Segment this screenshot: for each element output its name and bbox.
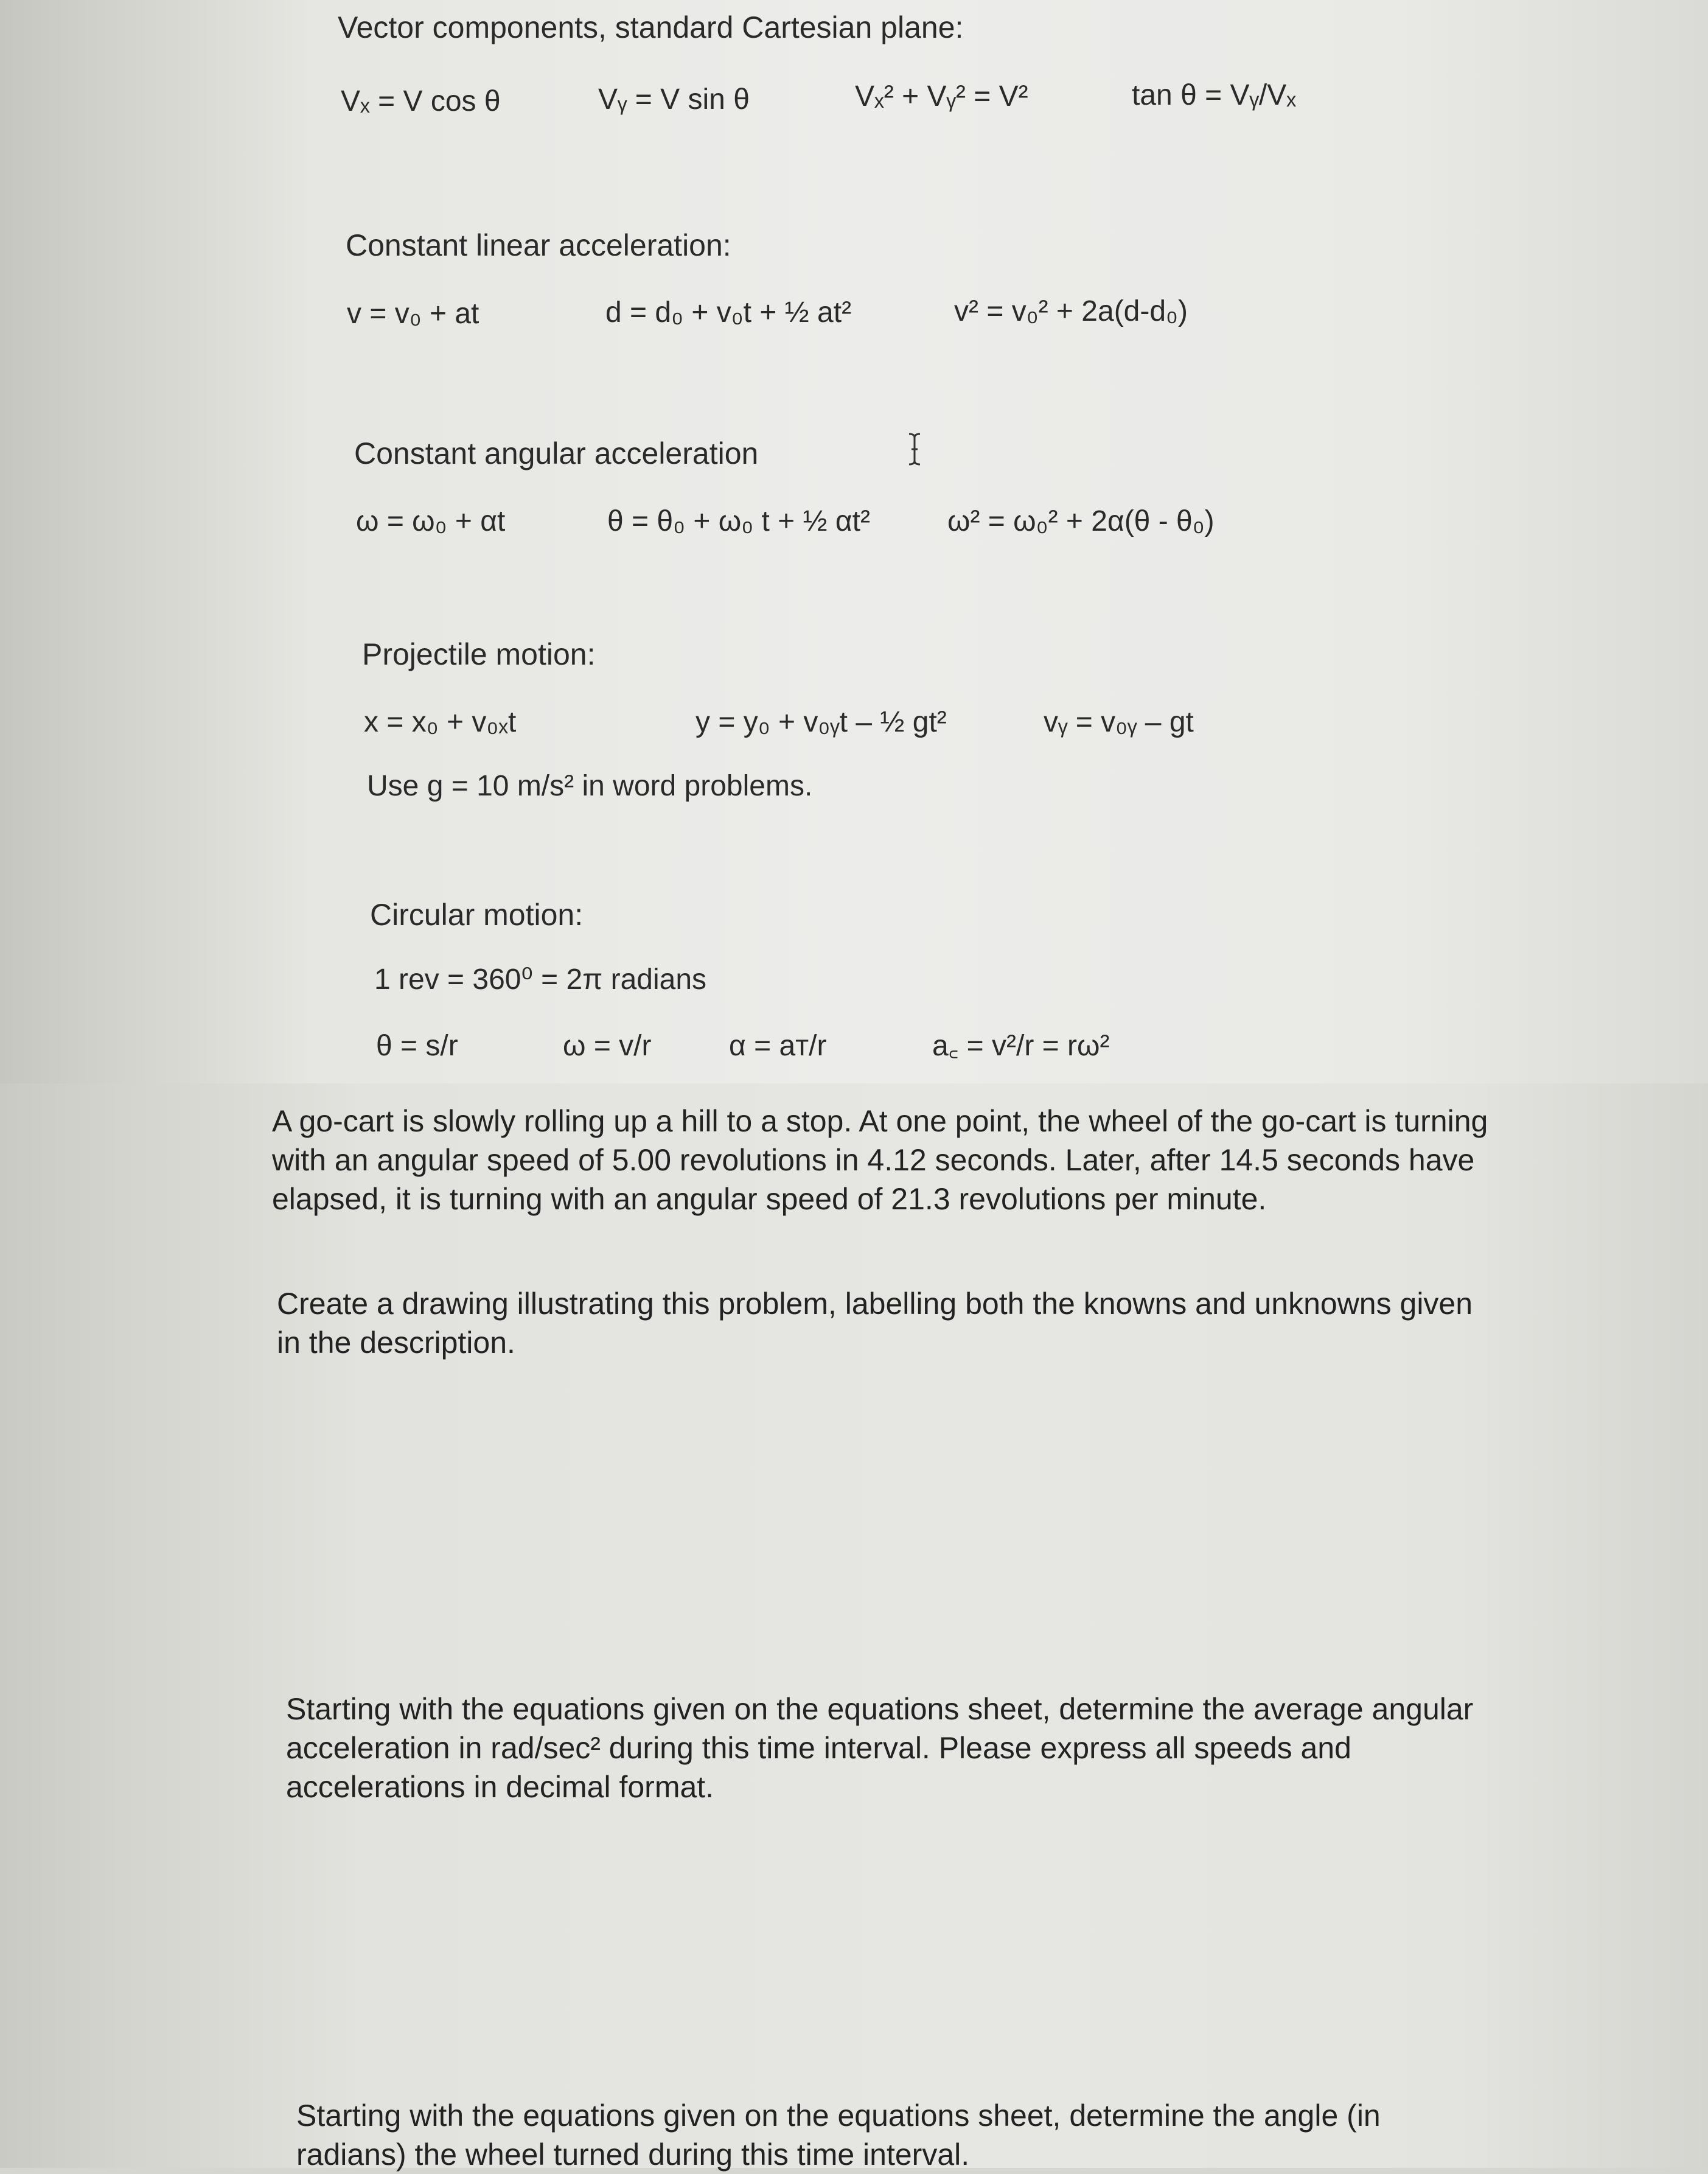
angular-section-title: Constant angular acceleration [354,436,759,470]
angular-eq-omega-squared: ω² = ω₀² + 2α(θ - θ₀) [947,505,1215,537]
linear-eq-velocity: v = v₀ + at [347,298,479,330]
vector-eq-vy: Vᵧ = V sin θ [598,83,750,116]
circular-eq-revolution: 1 rev = 360⁰ = 2π radians [374,963,707,996]
circular-eq-omega: ω = v/r [563,1030,652,1062]
circular-eq-theta: θ = s/r [376,1030,458,1062]
angular-eq-theta: θ = θ₀ + ω₀ t + ½ αt² [607,505,870,537]
drawing-prompt: Create a drawing illustrating this problem, labelling both the knowns and unknowns given in the description. [277,1287,1473,1360]
projectile-eq-vy: vᵧ = v₀ᵧ – gt [1044,706,1194,738]
projectile-eq-y: y = y₀ + v₀ᵧt – ½ gt² [695,706,947,738]
problem-description: A go-cart is slowly rolling up a hill to a stop. At one point, the wheel of the go-cart is turning with an angular speed of 5.00 revolutions in 4.12 seconds. Later, after 14.5 seconds have elapsed, it is turning with an angular speed of 21.3 revolutions per minute. [272,1104,1488,1216]
linear-eq-velocity-squared: v² = v₀² + 2a(d-d₀) [954,295,1188,327]
equation-sheet-panel [0,0,1708,1083]
circular-eq-centripetal: a꜀ = v²/r = rω² [932,1030,1110,1062]
problem-panel [0,1083,1708,2172]
linear-eq-distance: d = d₀ + v₀t + ½ at² [605,296,852,329]
projectile-gravity-note: Use g = 10 m/s² in word problems. [367,770,813,802]
question-angular-acceleration: Starting with the equations given on the equations sheet, determine the average angular acceleration in rad/sec² during this time interval. Please express all speeds and accelerations in decimal format. [286,1692,1474,1804]
linear-section-title: Constant linear acceleration: [346,228,731,262]
circular-section-title: Circular motion: [370,898,584,932]
projectile-section-title: Projectile motion: [362,637,596,671]
vector-eq-magnitude: Vₓ² + Vᵧ² = V² [855,80,1028,113]
angular-eq-omega: ω = ω₀ + αt [356,505,506,537]
vector-eq-vx: Vₓ = V cos θ [341,85,501,117]
text-cursor-icon [905,432,924,466]
vector-section-title: Vector components, standard Cartesian plane: [338,10,964,44]
question-angle-turned: Starting with the equations given on the equations sheet, determine the angle (in radians) the wheel turned during this time interval. [296,2099,1381,2172]
circular-eq-alpha: α = aᴛ/r [729,1030,827,1062]
projectile-eq-x: x = x₀ + v₀ₓt [364,706,517,738]
vector-eq-tan: tan θ = Vᵧ/Vₓ [1132,79,1296,111]
